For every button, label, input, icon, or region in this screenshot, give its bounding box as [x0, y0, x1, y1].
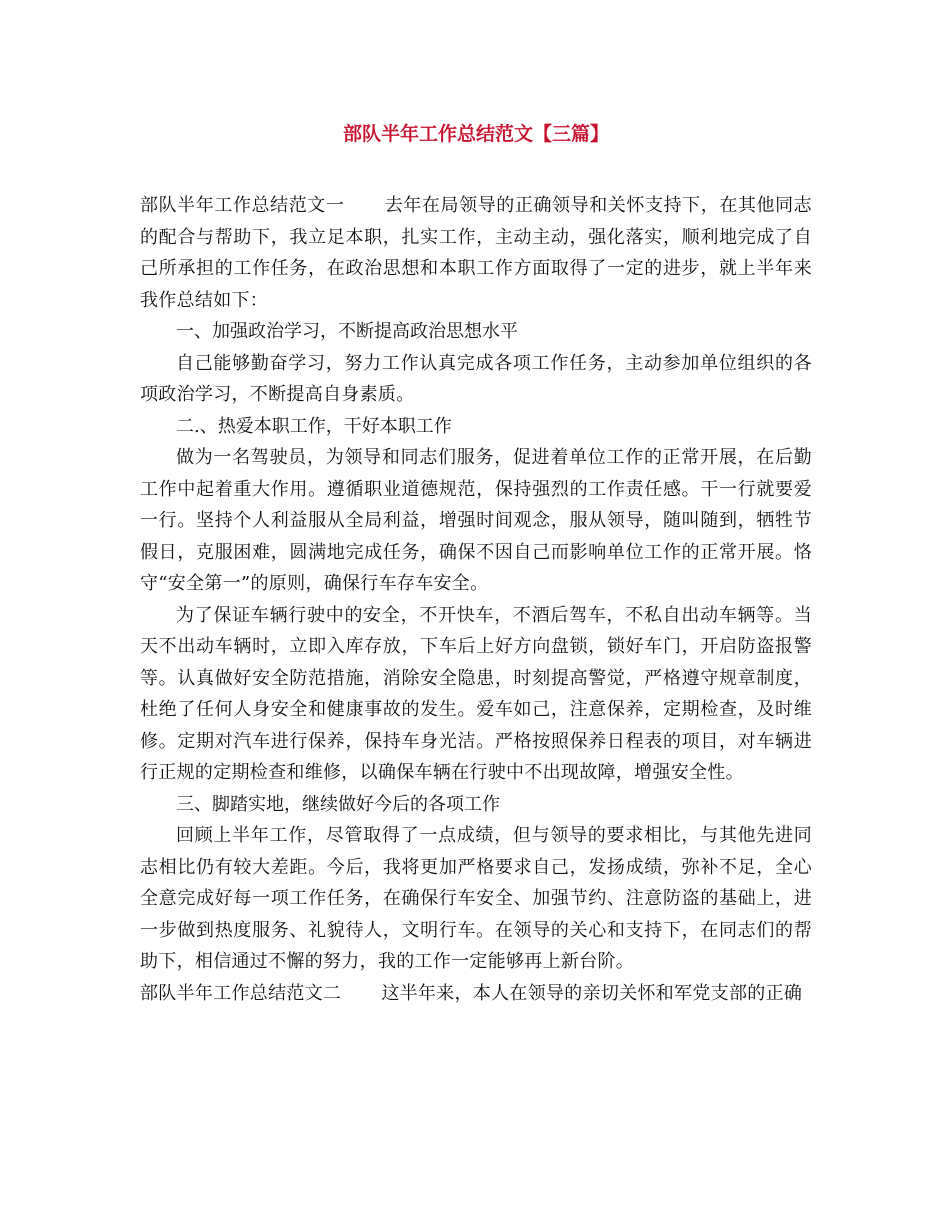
section-heading-2: 二.、热爱本职工作，干好本职工作 [176, 415, 452, 437]
section-heading-1: 一、加强政治学习，不断提高政治思想水平 [176, 321, 518, 342]
paragraph-intro [140, 190, 812, 316]
article-two-heading: 部队半年工作总结范文二 [140, 982, 342, 1004]
section-heading-3: 三、脚踏实地，继续做好今后的各项工作 [176, 793, 500, 815]
document-title: 部队半年工作总结范文【三篇】 [342, 123, 609, 145]
document-page [140, 118, 812, 1009]
paragraph-review: 回顾上半年工作，尽管取得了一点成绩，但与领导的要求相比，与其他先进同志相比仍有较大差距。今后，我将更加严格要求自己，发扬成绩，弥补不足，全心全意完成好每一项工作任务，在确保行车安全、加强节约、注意防盗的基础上，进一步做到热度服务、礼貌待人，文明行车。在领导的关心和支持下，在同志们的帮助下，相信通过不懈的努力，我的工作一定能够再上新台阶。 [140, 825, 812, 972]
paragraph-driver-duty: 做为一名驾驶员，为领导和同志们服务，促进着单位工作的正常开展，在后勤工作中起着重大作用。遵循职业道德规范，保持强烈的工作责任感。干一行就要爱一行。坚持个人利益服从全局利益，增强时间观念，服从领导，随叫随到，牺牲节假日，克服困难，圆满地完成任务，确保不因自己而影响单位工作的正常开展。恪守“安全第一”的原则，确保行车存车安全。 [140, 447, 812, 594]
article-two-text: 这半年来，本人在领导的亲切关怀和军党支部的正确 [381, 982, 803, 1004]
paragraph-study: 自己能够勤奋学习，努力工作认真完成各项工作任务，主动参加单位组织的各项政治学习，不断提高自身素质。 [140, 352, 812, 405]
paragraph-article-two [140, 978, 812, 1010]
paragraph-vehicle-safety: 为了保证车辆行驶中的安全，不开快车，不酒后驾车，不私自出动车辆等。当天不出动车辆时，立即入库存放，下车后上好方向盘锁，锁好车门，开启防盗报警等。认真做好安全防范措施，消除安全隐患，时刻提高警觉，严格遵守规章制度，杜绝了任何人身安全和健康事故的发生。爱车如己，注意保养，定期检查，及时维修。定期对汽车进行保养，保持车身光洁。严格按照保养日程表的项目，对车辆进行正规的定期检查和维修，以确保车辆在行驶中不出现故障，增强安全性。 [140, 604, 812, 783]
article-one-heading: 部队半年工作总结范文一 [140, 195, 345, 216]
article-one-text: 去年在局领导的正确领导和关怀支持下，在其他同志的配合与帮助下，我立足本职，扎实工作，主动主动，强化落实，顺利地完成了自己所承担的工作任务，在政治思想和本职工作方面取得了一定的进步，就上半年来我作总结如下： [140, 195, 812, 311]
